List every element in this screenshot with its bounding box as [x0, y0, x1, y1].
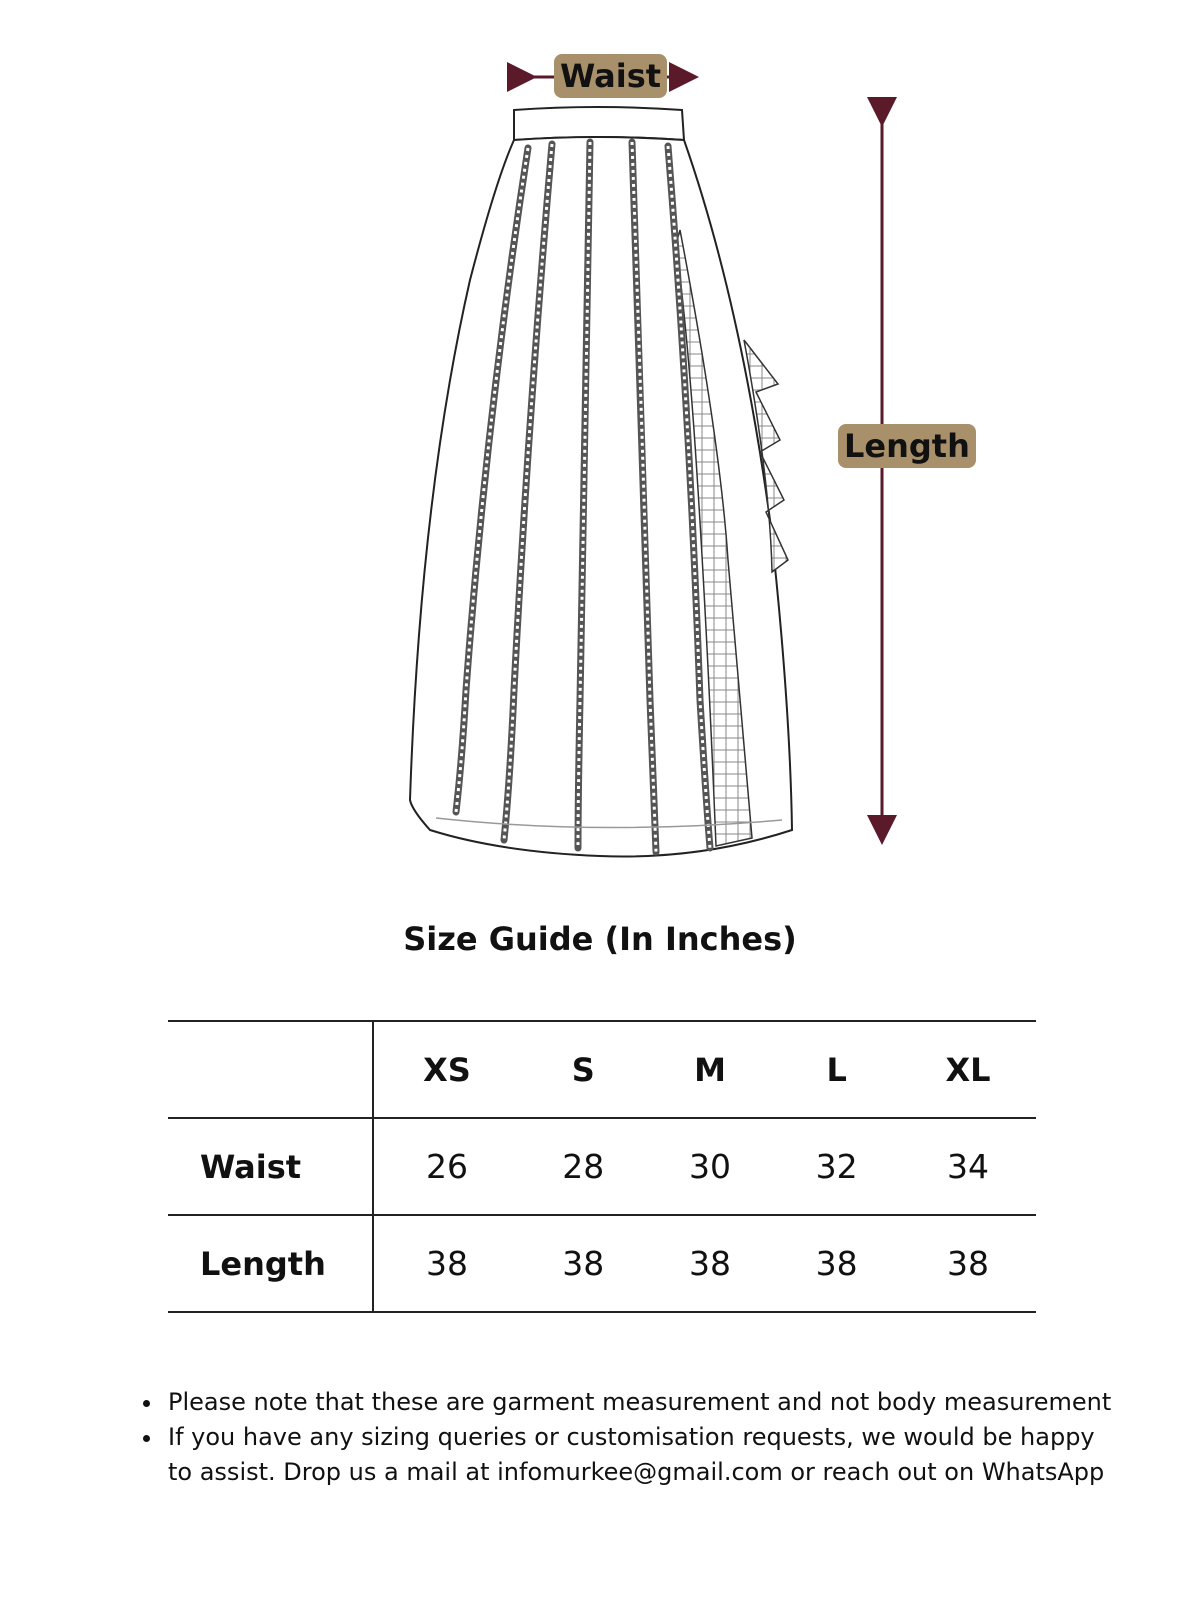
- table-cell: 38: [947, 1244, 989, 1283]
- size-guide-title: Size Guide (In Inches): [403, 920, 797, 958]
- list-item: • If you have any sizing queries or customisation requests, we would be happy to assist. Drop us a mail at infomurkee@gmail.com or reach out on WhatsApp: [164, 1420, 1124, 1490]
- table-cell: 38: [425, 1244, 468, 1283]
- table-cell: 28: [562, 1147, 605, 1186]
- list-item: • Please note that these are garment measurement and not body measurement: [164, 1385, 1124, 1420]
- size-header: M: [694, 1050, 726, 1089]
- table-corner-cell: [168, 1021, 373, 1118]
- size-header: XS: [423, 1050, 471, 1089]
- waist-measure-label: Waist: [554, 54, 667, 98]
- row-label-waist: Waist: [168, 1118, 373, 1215]
- size-header: L: [826, 1050, 847, 1089]
- length-measure-label: Length: [838, 424, 976, 468]
- table-cell: 38: [688, 1244, 731, 1283]
- size-header: S: [571, 1050, 595, 1089]
- table-header-row: [168, 1021, 1036, 1118]
- table-cell: 32: [815, 1147, 858, 1186]
- row-label-length: Length: [168, 1215, 373, 1312]
- table-cell: 34: [947, 1147, 989, 1186]
- table-row: [168, 1118, 1036, 1215]
- table-cell: 38: [815, 1244, 858, 1283]
- table-row: [168, 1215, 1036, 1312]
- table-cell: 26: [425, 1147, 468, 1186]
- size-header: XL: [945, 1050, 991, 1089]
- size-table: [168, 1020, 1036, 1313]
- notes-list: [140, 1385, 1124, 1490]
- waistband: [514, 107, 684, 140]
- table-cell: 30: [688, 1147, 731, 1186]
- table-cell: 38: [562, 1244, 605, 1283]
